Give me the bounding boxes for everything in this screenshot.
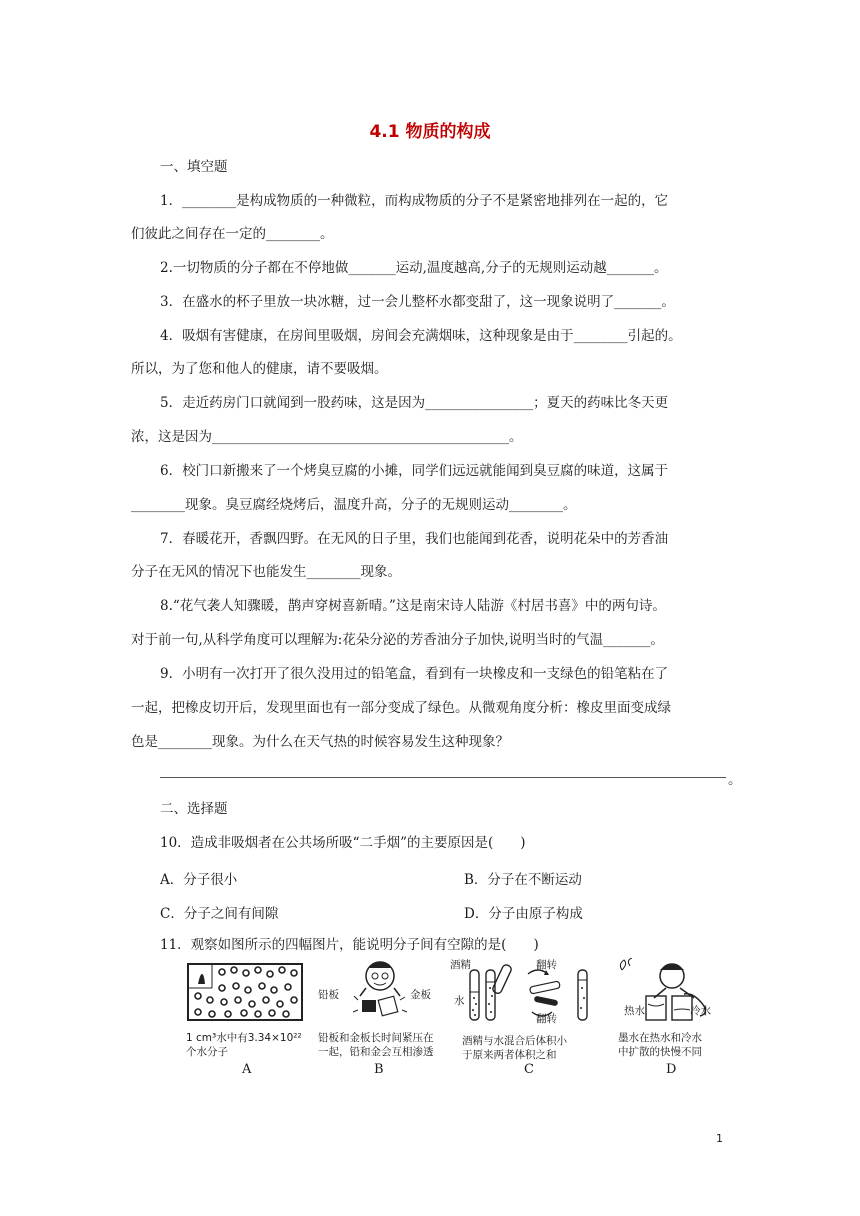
figure-b-label-gold: 金板 bbox=[410, 989, 431, 1001]
figure-d-caption-2: 中扩散的快慢不同 bbox=[618, 1046, 702, 1058]
answer-blank-line bbox=[160, 777, 726, 778]
question-7-line-2: 分子在无风的情况下也能发生________现象。 bbox=[131, 564, 401, 580]
figure-b-caption-1: 铅板和金板长时间紧压在 bbox=[318, 1032, 434, 1044]
question-10: 10．造成非吸烟者在公共场所吸“二手烟”的主要原因是( ) bbox=[160, 835, 526, 851]
figure-d-label-cold-water: 冷水 bbox=[690, 1005, 711, 1017]
question-7-line-1: 7．春暖花开，香飘四野。在无风的日子里，我们也能闻到花香，说明花朵中的芳香油 bbox=[160, 531, 669, 547]
figure-c-label-flip-bottom: 翻转 bbox=[536, 1013, 557, 1025]
figure-d bbox=[610, 958, 720, 1077]
question-9-line-3: 色是________现象。为什么在天气热的时候容易发生这种现象？ bbox=[131, 734, 509, 750]
question-3: 3．在盛水的杯子里放一块冰糖，过一会儿整杯水都变甜了，这一现象说明了_______。 bbox=[160, 294, 675, 310]
page-number: 1 bbox=[716, 1132, 723, 1145]
figure-b-letter: B bbox=[374, 1062, 384, 1077]
figure-c-caption-2: 于原来两者体积之和 bbox=[462, 1049, 557, 1061]
question-5-line-1: 5．走近药房门口就闻到一股药味，这是因为________________；夏天的药味比冬天更 bbox=[160, 395, 669, 411]
figure-c-label-flip-top: 翻转 bbox=[536, 959, 557, 971]
question-8-line-1: 8.“花气袭人知骤暖，鹊声穿树喜新晴。”这是南宋诗人陆游《村居书喜》中的两句诗。 bbox=[160, 598, 666, 614]
q10-option-c: C．分子之间有间隙 bbox=[160, 906, 279, 922]
section-heading-choice: 二、选择题 bbox=[160, 801, 228, 817]
figure-d-caption-1: 墨水在热水和冷水 bbox=[618, 1032, 702, 1044]
question-11: 11．观察如图所示的四幅图片，能说明分子间有空隙的是( ) bbox=[160, 937, 539, 953]
question-2: 2.一切物质的分子都在不停地做_______运动,温度越高,分子的无规则运动越_______。 bbox=[160, 260, 668, 276]
figure-c-letter: C bbox=[524, 1062, 534, 1077]
figure-c bbox=[450, 958, 600, 1077]
q11-figure-strip bbox=[180, 958, 720, 1076]
figure-b-caption-2: 一起，铅和金会互相渗透 bbox=[318, 1046, 434, 1058]
q10-option-d: D．分子由原子构成 bbox=[464, 906, 583, 922]
answer-end-mark: 。 bbox=[728, 772, 742, 788]
figure-b-label-lead: 铅板 bbox=[318, 989, 339, 1001]
page-title: 4.1 物质的构成 bbox=[369, 122, 491, 142]
q10-option-b: B．分子在不断运动 bbox=[464, 872, 582, 888]
q10-option-a: A．分子很小 bbox=[160, 872, 238, 888]
figure-c-label-alcohol: 酒精 bbox=[450, 959, 471, 971]
question-4-line-2: 所以，为了您和他人的健康，请不要吸烟。 bbox=[131, 361, 388, 377]
alcohol-water-tubes-illustration bbox=[450, 958, 600, 1028]
question-8-line-2: 对于前一句,从科学角度可以理解为:花朵分泌的芳香油分子加快,说明当时的气温_______。 bbox=[131, 632, 664, 648]
question-1-line-1: 1．________是构成物质的一种微粒，而构成物质的分子不是紧密地排列在一起的，它 bbox=[160, 193, 669, 209]
question-9-line-1: 9．小明有一次打开了很久没用过的铅笔盒，看到有一块橡皮和一支绿色的铅笔粘在了 bbox=[160, 666, 669, 682]
water-molecules-box-illustration bbox=[186, 958, 306, 1024]
figure-a-letter: A bbox=[242, 1062, 252, 1077]
figure-a-caption-1: 1 cm³水中有3.34×10²² bbox=[186, 1032, 302, 1044]
question-1-line-2: 们彼此之间存在一定的________。 bbox=[131, 226, 334, 242]
question-6-line-2: ________现象。臭豆腐经烧烤后，温度升高，分子的无规则运动________。 bbox=[131, 497, 577, 513]
section-heading-fill-blank: 一、填空题 bbox=[160, 159, 228, 175]
figure-a bbox=[186, 958, 306, 1077]
figure-d-label-hot-water: 热水 bbox=[624, 1005, 645, 1017]
figure-b bbox=[318, 958, 440, 1077]
figure-a-caption-2: 个水分子 bbox=[186, 1046, 228, 1058]
question-6-line-1: 6．校门口新搬来了一个烤臭豆腐的小摊，同学们远远就能闻到臭豆腐的味道，这属于 bbox=[160, 463, 669, 479]
figure-c-caption-1: 酒精与水混合后体积小 bbox=[462, 1035, 567, 1047]
figure-d-letter: D bbox=[666, 1062, 677, 1077]
question-4-line-1: 4．吸烟有害健康，在房间里吸烟，房间会充满烟味，这种现象是由于________引起的。 bbox=[160, 328, 682, 344]
figure-c-label-water: 水 bbox=[454, 995, 465, 1007]
question-9-line-2: 一起，把橡皮切开后，发现里面也有一部分变成了绿色。从微观角度分析：橡皮里面变成绿 bbox=[131, 700, 671, 716]
question-5-line-2: 浓，这是因为____________________________________________。 bbox=[131, 429, 523, 445]
